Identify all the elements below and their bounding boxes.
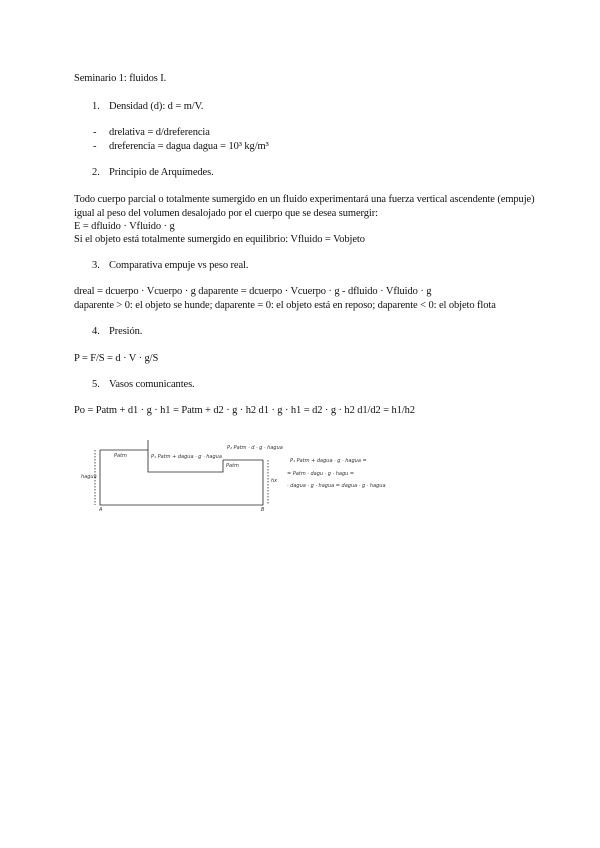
diagram-note-top-right: P₂ Patm · d · g · hagua: [227, 445, 283, 451]
section-number: 3.: [92, 260, 100, 271]
vessels-formula: Po = Patm + d1 · g · h1 = Patm + d2 · g · h2 d1 · g · h1 = d2 · g · h2 d1/d2 = h1/h2: [74, 405, 415, 416]
diagram-label-left: Patm: [114, 453, 127, 459]
diagram-side-note: · dagua · g · hagua = dagua · g · hagua: [287, 483, 386, 489]
diagram-height-right: hx: [271, 478, 278, 484]
bullet-marker: -: [93, 127, 97, 138]
section-number: 2.: [92, 167, 100, 178]
section-heading-pressure: Presión.: [109, 326, 143, 337]
comparison-formulas: dreal = dcuerpo · Vcuerpo · g daparente = dcuerpo · Vcuerpo · g - dfluido · Vfluido · g: [74, 286, 432, 297]
diagram-note-center: P₁ Patm + dagua · g · hagua: [151, 454, 222, 460]
equilibrium-note: Si el objeto está totalmente sumergido en equilibrio: Vfluido = Vobjeto: [74, 234, 365, 245]
buoyancy-formula: E = dfluido · Vfluido · g: [74, 221, 175, 232]
section-heading-archimedes: Principio de Arquímedes.: [109, 167, 214, 178]
section-number: 1.: [92, 101, 100, 112]
document-title: Seminario 1: fluidos I.: [74, 73, 167, 84]
section-number: 4.: [92, 326, 100, 337]
section-heading-comparison: Comparativa empuje vs peso real.: [109, 260, 249, 271]
diagram-side-note: P₁ Patm + dagua · g · hagua =: [290, 458, 367, 464]
diagram-label-right: Patm: [226, 463, 239, 469]
diagram-point-a: A: [99, 507, 103, 513]
section-heading-density: Densidad (d): d = m/V.: [109, 101, 204, 112]
section-heading-vessels: Vasos comunicantes.: [109, 379, 195, 390]
section-number: 5.: [92, 379, 100, 390]
bullet-marker: -: [93, 141, 97, 152]
archimedes-text: Todo cuerpo parcial o totalmente sumergido en un fluido experimentará una fuerza vertical ascendente (empuje): [74, 194, 535, 205]
diagram-point-b: B: [261, 507, 265, 513]
bullet-reference-density: dreferencia = dagua dagua = 10³ kg/m³: [109, 141, 269, 152]
bullet-relative-density: drelativa = d/dreferencia: [109, 127, 210, 138]
pressure-formula: P = F/S = d · V · g/S: [74, 353, 159, 364]
diagram-side-note: = Patm · dagu · g · hagu =: [287, 471, 355, 477]
archimedes-text: igual al peso del volumen desalojado por el cuerpo que se desea sumergir:: [74, 208, 378, 219]
diagram-height-left: hagua: [81, 474, 97, 480]
comparison-conditions: daparente > 0: el objeto se hunde; daparente = 0: el objeto está en reposo; daparente < 0: el objeto flota: [74, 300, 496, 311]
